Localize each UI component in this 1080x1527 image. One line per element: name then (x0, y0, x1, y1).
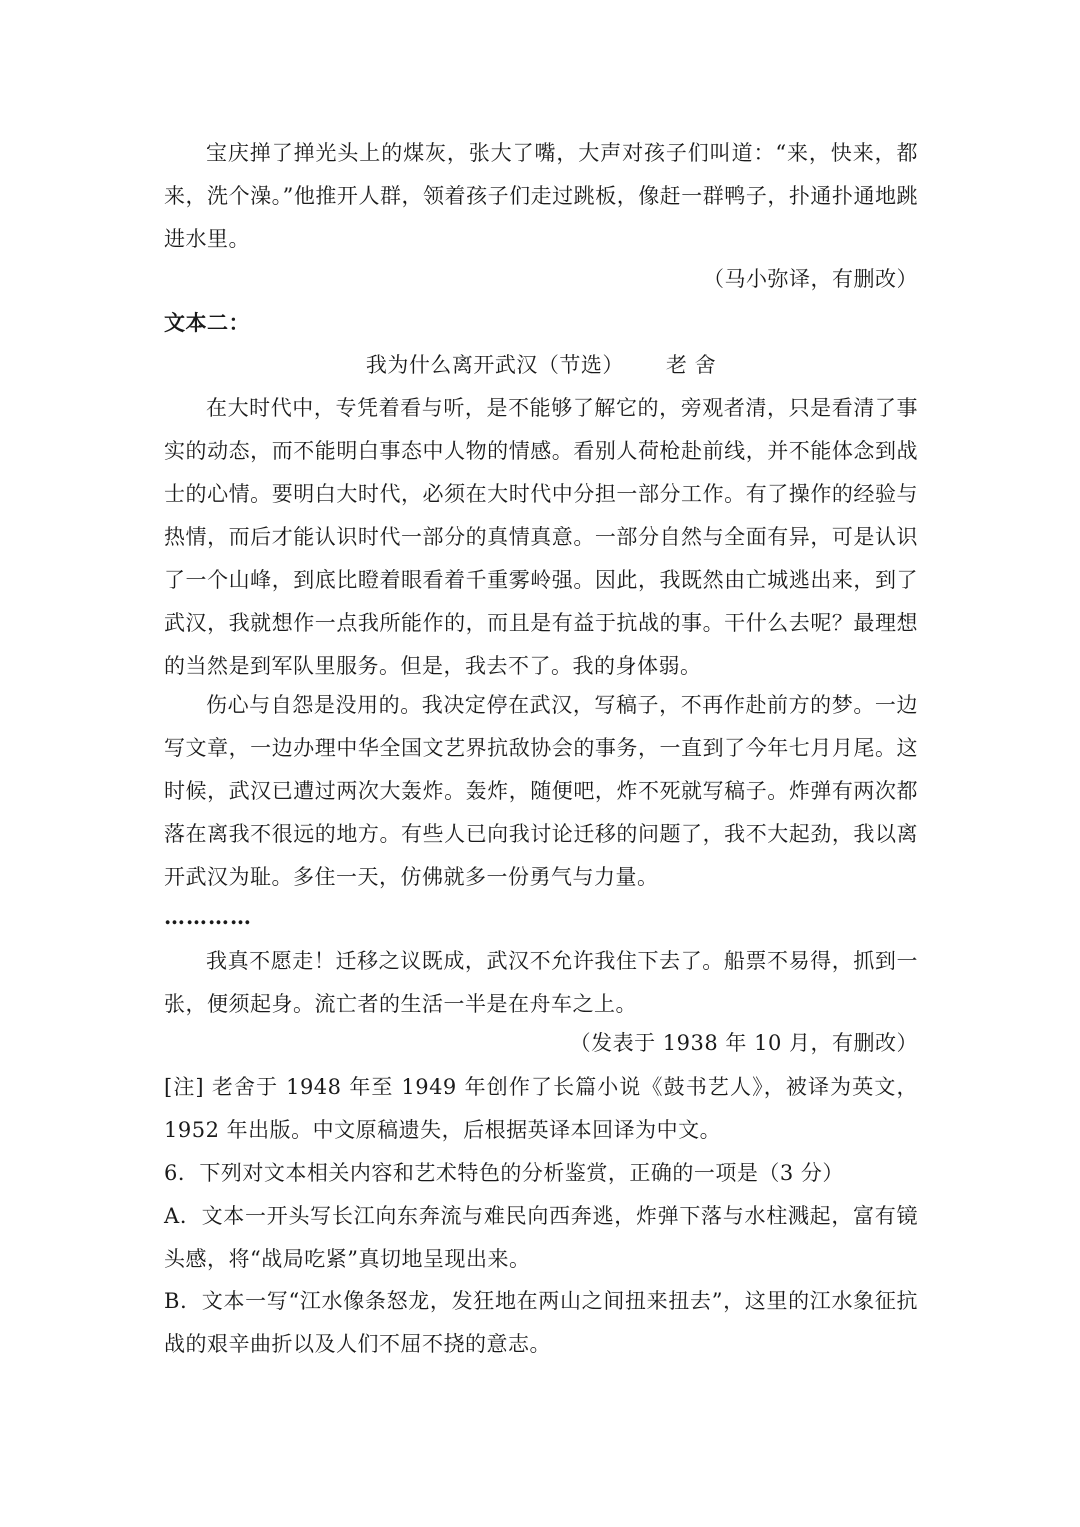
text1-closing-paragraph: 宝庆掸了掸光头上的煤灰，张大了嘴，大声对孩子们叫道：“来，快来，都来，洗个澡。”他推开人群，领着孩子们走过跳板，像赶一群鸭子，扑通扑通地跳进水里。 (164, 141, 918, 251)
text2-title: 我为什么离开武汉（节选） (365, 353, 624, 377)
text2-source-note: （发表于 1938 年 10 月，有删改） (569, 1031, 918, 1055)
question-stem: 6．下列对文本相关内容和艺术特色的分析鉴赏，正确的一项是（3 分） (164, 1161, 844, 1185)
text1-source-note: （马小弥译，有删改） (703, 267, 918, 291)
text2-title-line (164, 344, 918, 387)
annotation-note: [注] 老舍于 1948 年至 1949 年创作了长篇小说《鼓书艺人》，被译为英文，1952 年出版。中文原稿遗失，后根据英译本回译为中文。 (164, 1075, 918, 1142)
ellipsis-separator: ………… (164, 904, 252, 929)
text2-author: 老 舍 (665, 353, 717, 377)
text2-paragraph-1: 在大时代中，专凭着看与听，是不能够了解它的，旁观者清，只是看清了事实的动态，而不能明白事态中人物的情感。看别人荷枪赴前线，并不能体念到战士的心情。要明白大时代，必须在大时代中分担一部分工作。有了操作的经验与热情，而后才能认识时代一部分的真情真意。一部分自然与全面有异，可是认识了一个山峰，到底比瞪着眼看着千重雾岭强。因此，我既然由亡城逃出来，到了武汉，我就想作一点我所能作的，而且是有益于抗战的事。干什么去呢？最理想的当然是到军队里服务。但是，我去不了。我的身体弱。 (164, 396, 918, 678)
text2-paragraph-2: 伤心与自怨是没用的。我决定停在武汉，写稿子，不再作赴前方的梦。一边写文章，一边办理中华全国文艺界抗敌协会的事务，一直到了今年七月月尾。这时候，武汉已遭过两次大轰炸。轰炸，随便吧，炸不死就写稿子。炸弹有两次都落在离我不很远的地方。有些人已向我讨论迁移的问题了，我不大起劲，我以离开武汉为耻。多住一天，仿佛就多一份勇气与力量。 (164, 693, 918, 889)
question-option-b: B．文本一写“江水像条怒龙，发狂地在两山之间扭来扭去”，这里的江水象征抗战的艰辛曲折以及人们不屈不挠的意志。 (164, 1289, 918, 1356)
question-option-a: A．文本一开头写长江向东奔流与难民向西奔逃，炸弹下落与水柱溅起，富有镜头感，将“战局吃紧”真切地呈现出来。 (164, 1204, 918, 1271)
text2-final-paragraph: 我真不愿走！迁移之议既成，武汉不允许我住下去了。船票不易得，抓到一张，便须起身。流亡者的生活一半是在舟车之上。 (164, 949, 918, 1016)
text2-heading: 文本二： (164, 311, 250, 335)
